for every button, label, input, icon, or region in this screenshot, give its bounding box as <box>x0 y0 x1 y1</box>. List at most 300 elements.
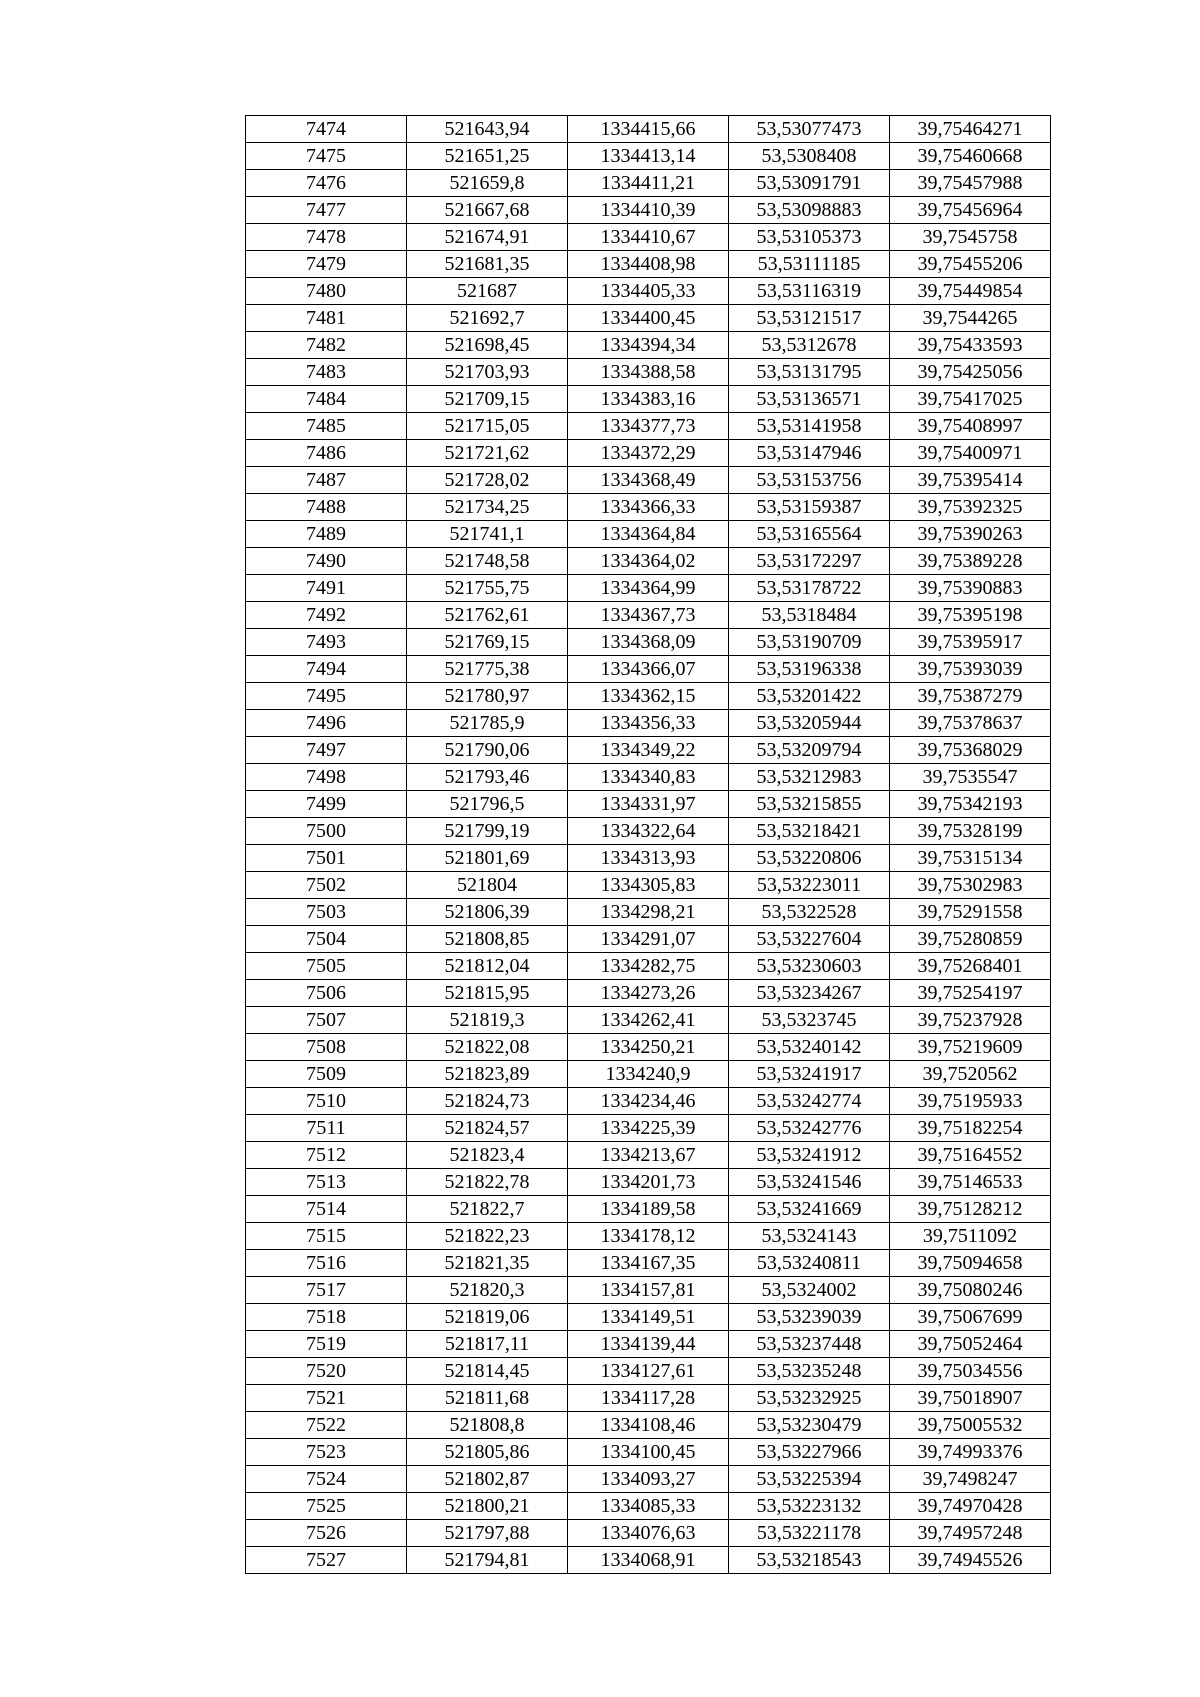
x-coordinate-cell: 521817,11 <box>407 1331 568 1358</box>
table-row <box>246 791 1051 818</box>
x-coordinate-cell: 521674,91 <box>407 224 568 251</box>
y-coordinate-cell: 1334356,33 <box>568 710 729 737</box>
point-number-cell: 7526 <box>246 1520 407 1547</box>
point-number-cell: 7498 <box>246 764 407 791</box>
longitude-cell: 39,7544265 <box>890 305 1051 332</box>
longitude-cell: 39,75052464 <box>890 1331 1051 1358</box>
x-coordinate-cell: 521715,05 <box>407 413 568 440</box>
table-row <box>246 143 1051 170</box>
latitude-cell: 53,53105373 <box>729 224 890 251</box>
table-row <box>246 1115 1051 1142</box>
point-number-cell: 7500 <box>246 818 407 845</box>
point-number-cell: 7492 <box>246 602 407 629</box>
table-row <box>246 926 1051 953</box>
point-number-cell: 7506 <box>246 980 407 1007</box>
y-coordinate-cell: 1334100,45 <box>568 1439 729 1466</box>
point-number-cell: 7504 <box>246 926 407 953</box>
longitude-cell: 39,75455206 <box>890 251 1051 278</box>
x-coordinate-cell: 521775,38 <box>407 656 568 683</box>
x-coordinate-cell: 521822,08 <box>407 1034 568 1061</box>
longitude-cell: 39,75280859 <box>890 926 1051 953</box>
x-coordinate-cell: 521822,23 <box>407 1223 568 1250</box>
y-coordinate-cell: 1334366,33 <box>568 494 729 521</box>
point-number-cell: 7486 <box>246 440 407 467</box>
latitude-cell: 53,53172297 <box>729 548 890 575</box>
longitude-cell: 39,75408997 <box>890 413 1051 440</box>
y-coordinate-cell: 1334411,21 <box>568 170 729 197</box>
point-number-cell: 7483 <box>246 359 407 386</box>
latitude-cell: 53,53178722 <box>729 575 890 602</box>
point-number-cell: 7477 <box>246 197 407 224</box>
table-row <box>246 251 1051 278</box>
y-coordinate-cell: 1334108,46 <box>568 1412 729 1439</box>
point-number-cell: 7474 <box>246 116 407 143</box>
y-coordinate-cell: 1334305,83 <box>568 872 729 899</box>
longitude-cell: 39,75164552 <box>890 1142 1051 1169</box>
latitude-cell: 53,53098883 <box>729 197 890 224</box>
x-coordinate-cell: 521687 <box>407 278 568 305</box>
latitude-cell: 53,53131795 <box>729 359 890 386</box>
point-number-cell: 7496 <box>246 710 407 737</box>
latitude-cell: 53,53209794 <box>729 737 890 764</box>
y-coordinate-cell: 1334117,28 <box>568 1385 729 1412</box>
table-row <box>246 1250 1051 1277</box>
longitude-cell: 39,75392325 <box>890 494 1051 521</box>
latitude-cell: 53,5308408 <box>729 143 890 170</box>
y-coordinate-cell: 1334410,67 <box>568 224 729 251</box>
longitude-cell: 39,7545758 <box>890 224 1051 251</box>
point-number-cell: 7479 <box>246 251 407 278</box>
table-row <box>246 521 1051 548</box>
latitude-cell: 53,53237448 <box>729 1331 890 1358</box>
x-coordinate-cell: 521823,4 <box>407 1142 568 1169</box>
longitude-cell: 39,75005532 <box>890 1412 1051 1439</box>
point-number-cell: 7493 <box>246 629 407 656</box>
x-coordinate-cell: 521802,87 <box>407 1466 568 1493</box>
table-row <box>246 764 1051 791</box>
longitude-cell: 39,75395198 <box>890 602 1051 629</box>
longitude-cell: 39,75146533 <box>890 1169 1051 1196</box>
y-coordinate-cell: 1334362,15 <box>568 683 729 710</box>
y-coordinate-cell: 1334394,34 <box>568 332 729 359</box>
longitude-cell: 39,74957248 <box>890 1520 1051 1547</box>
point-number-cell: 7503 <box>246 899 407 926</box>
y-coordinate-cell: 1334413,14 <box>568 143 729 170</box>
latitude-cell: 53,53091791 <box>729 170 890 197</box>
table-row <box>246 1034 1051 1061</box>
longitude-cell: 39,75460668 <box>890 143 1051 170</box>
table-row <box>246 413 1051 440</box>
x-coordinate-cell: 521728,02 <box>407 467 568 494</box>
y-coordinate-cell: 1334127,61 <box>568 1358 729 1385</box>
table-row <box>246 1412 1051 1439</box>
point-number-cell: 7495 <box>246 683 407 710</box>
y-coordinate-cell: 1334139,44 <box>568 1331 729 1358</box>
x-coordinate-cell: 521769,15 <box>407 629 568 656</box>
longitude-cell: 39,75195933 <box>890 1088 1051 1115</box>
table-row <box>246 224 1051 251</box>
point-number-cell: 7514 <box>246 1196 407 1223</box>
latitude-cell: 53,53215855 <box>729 791 890 818</box>
y-coordinate-cell: 1334415,66 <box>568 116 729 143</box>
y-coordinate-cell: 1334149,51 <box>568 1304 729 1331</box>
longitude-cell: 39,75268401 <box>890 953 1051 980</box>
x-coordinate-cell: 521822,78 <box>407 1169 568 1196</box>
longitude-cell: 39,75464271 <box>890 116 1051 143</box>
table-row <box>246 1466 1051 1493</box>
longitude-cell: 39,74970428 <box>890 1493 1051 1520</box>
y-coordinate-cell: 1334313,93 <box>568 845 729 872</box>
x-coordinate-cell: 521741,1 <box>407 521 568 548</box>
x-coordinate-cell: 521808,85 <box>407 926 568 953</box>
x-coordinate-cell: 521822,7 <box>407 1196 568 1223</box>
longitude-cell: 39,75128212 <box>890 1196 1051 1223</box>
latitude-cell: 53,53230479 <box>729 1412 890 1439</box>
longitude-cell: 39,75457988 <box>890 170 1051 197</box>
y-coordinate-cell: 1334340,83 <box>568 764 729 791</box>
latitude-cell: 53,53165564 <box>729 521 890 548</box>
x-coordinate-cell: 521797,88 <box>407 1520 568 1547</box>
y-coordinate-cell: 1334240,9 <box>568 1061 729 1088</box>
point-number-cell: 7501 <box>246 845 407 872</box>
latitude-cell: 53,53242774 <box>729 1088 890 1115</box>
y-coordinate-cell: 1334291,07 <box>568 926 729 953</box>
latitude-cell: 53,53147946 <box>729 440 890 467</box>
point-number-cell: 7497 <box>246 737 407 764</box>
y-coordinate-cell: 1334068,91 <box>568 1547 729 1574</box>
table-row <box>246 710 1051 737</box>
table-row <box>246 1331 1051 1358</box>
point-number-cell: 7525 <box>246 1493 407 1520</box>
x-coordinate-cell: 521692,7 <box>407 305 568 332</box>
latitude-cell: 53,53223011 <box>729 872 890 899</box>
latitude-cell: 53,53111185 <box>729 251 890 278</box>
x-coordinate-cell: 521815,95 <box>407 980 568 1007</box>
table-row <box>246 899 1051 926</box>
table-row <box>246 1061 1051 1088</box>
latitude-cell: 53,53141958 <box>729 413 890 440</box>
longitude-cell: 39,75368029 <box>890 737 1051 764</box>
latitude-cell: 53,53241912 <box>729 1142 890 1169</box>
x-coordinate-cell: 521820,3 <box>407 1277 568 1304</box>
x-coordinate-cell: 521801,69 <box>407 845 568 872</box>
table-row <box>246 737 1051 764</box>
x-coordinate-cell: 521796,5 <box>407 791 568 818</box>
longitude-cell: 39,75080246 <box>890 1277 1051 1304</box>
latitude-cell: 53,53218421 <box>729 818 890 845</box>
latitude-cell: 53,53221178 <box>729 1520 890 1547</box>
y-coordinate-cell: 1334368,49 <box>568 467 729 494</box>
table-row <box>246 602 1051 629</box>
latitude-cell: 53,5324002 <box>729 1277 890 1304</box>
point-number-cell: 7517 <box>246 1277 407 1304</box>
table-row <box>246 845 1051 872</box>
point-number-cell: 7523 <box>246 1439 407 1466</box>
table-row <box>246 494 1051 521</box>
latitude-cell: 53,5318484 <box>729 602 890 629</box>
longitude-cell: 39,74993376 <box>890 1439 1051 1466</box>
latitude-cell: 53,53232925 <box>729 1385 890 1412</box>
x-coordinate-cell: 521790,06 <box>407 737 568 764</box>
longitude-cell: 39,7535547 <box>890 764 1051 791</box>
y-coordinate-cell: 1334250,21 <box>568 1034 729 1061</box>
latitude-cell: 53,53159387 <box>729 494 890 521</box>
point-number-cell: 7502 <box>246 872 407 899</box>
y-coordinate-cell: 1334201,73 <box>568 1169 729 1196</box>
table-row <box>246 1196 1051 1223</box>
point-number-cell: 7491 <box>246 575 407 602</box>
longitude-cell: 39,75067699 <box>890 1304 1051 1331</box>
point-number-cell: 7519 <box>246 1331 407 1358</box>
point-number-cell: 7482 <box>246 332 407 359</box>
y-coordinate-cell: 1334322,64 <box>568 818 729 845</box>
y-coordinate-cell: 1334408,98 <box>568 251 729 278</box>
table-row <box>246 386 1051 413</box>
x-coordinate-cell: 521821,35 <box>407 1250 568 1277</box>
y-coordinate-cell: 1334331,97 <box>568 791 729 818</box>
point-number-cell: 7480 <box>246 278 407 305</box>
y-coordinate-cell: 1334085,33 <box>568 1493 729 1520</box>
y-coordinate-cell: 1334364,99 <box>568 575 729 602</box>
x-coordinate-cell: 521824,73 <box>407 1088 568 1115</box>
longitude-cell: 39,7520562 <box>890 1061 1051 1088</box>
point-number-cell: 7481 <box>246 305 407 332</box>
point-number-cell: 7499 <box>246 791 407 818</box>
x-coordinate-cell: 521659,8 <box>407 170 568 197</box>
point-number-cell: 7527 <box>246 1547 407 1574</box>
point-number-cell: 7518 <box>246 1304 407 1331</box>
y-coordinate-cell: 1334349,22 <box>568 737 729 764</box>
x-coordinate-cell: 521808,8 <box>407 1412 568 1439</box>
longitude-cell: 39,75433593 <box>890 332 1051 359</box>
y-coordinate-cell: 1334076,63 <box>568 1520 729 1547</box>
point-number-cell: 7489 <box>246 521 407 548</box>
table-row <box>246 575 1051 602</box>
y-coordinate-cell: 1334157,81 <box>568 1277 729 1304</box>
latitude-cell: 53,53190709 <box>729 629 890 656</box>
x-coordinate-cell: 521804 <box>407 872 568 899</box>
y-coordinate-cell: 1334298,21 <box>568 899 729 926</box>
latitude-cell: 53,53136571 <box>729 386 890 413</box>
latitude-cell: 53,53241546 <box>729 1169 890 1196</box>
table-row <box>246 116 1051 143</box>
longitude-cell: 39,75425056 <box>890 359 1051 386</box>
table-row <box>246 953 1051 980</box>
x-coordinate-cell: 521780,97 <box>407 683 568 710</box>
point-number-cell: 7488 <box>246 494 407 521</box>
latitude-cell: 53,5323745 <box>729 1007 890 1034</box>
longitude-cell: 39,75390263 <box>890 521 1051 548</box>
latitude-cell: 53,53240811 <box>729 1250 890 1277</box>
table-row <box>246 1088 1051 1115</box>
x-coordinate-cell: 521734,25 <box>407 494 568 521</box>
x-coordinate-cell: 521819,06 <box>407 1304 568 1331</box>
longitude-cell: 39,7511092 <box>890 1223 1051 1250</box>
table-row <box>246 818 1051 845</box>
y-coordinate-cell: 1334364,84 <box>568 521 729 548</box>
table-row <box>246 1520 1051 1547</box>
y-coordinate-cell: 1334367,73 <box>568 602 729 629</box>
point-number-cell: 7508 <box>246 1034 407 1061</box>
point-number-cell: 7521 <box>246 1385 407 1412</box>
longitude-cell: 39,75018907 <box>890 1385 1051 1412</box>
table-row <box>246 1304 1051 1331</box>
table-row <box>246 683 1051 710</box>
point-number-cell: 7490 <box>246 548 407 575</box>
y-coordinate-cell: 1334225,39 <box>568 1115 729 1142</box>
table-row <box>246 305 1051 332</box>
x-coordinate-cell: 521762,61 <box>407 602 568 629</box>
x-coordinate-cell: 521823,89 <box>407 1061 568 1088</box>
x-coordinate-cell: 521785,9 <box>407 710 568 737</box>
longitude-cell: 39,75417025 <box>890 386 1051 413</box>
longitude-cell: 39,74945526 <box>890 1547 1051 1574</box>
latitude-cell: 53,53227604 <box>729 926 890 953</box>
x-coordinate-cell: 521814,45 <box>407 1358 568 1385</box>
latitude-cell: 53,53242776 <box>729 1115 890 1142</box>
longitude-cell: 39,75237928 <box>890 1007 1051 1034</box>
point-number-cell: 7511 <box>246 1115 407 1142</box>
latitude-cell: 53,5324143 <box>729 1223 890 1250</box>
y-coordinate-cell: 1334405,33 <box>568 278 729 305</box>
y-coordinate-cell: 1334383,16 <box>568 386 729 413</box>
point-number-cell: 7478 <box>246 224 407 251</box>
latitude-cell: 53,53077473 <box>729 116 890 143</box>
longitude-cell: 39,75219609 <box>890 1034 1051 1061</box>
x-coordinate-cell: 521755,75 <box>407 575 568 602</box>
table-row <box>246 1169 1051 1196</box>
x-coordinate-cell: 521799,19 <box>407 818 568 845</box>
x-coordinate-cell: 521643,94 <box>407 116 568 143</box>
x-coordinate-cell: 521667,68 <box>407 197 568 224</box>
longitude-cell: 39,75456964 <box>890 197 1051 224</box>
latitude-cell: 53,53220806 <box>729 845 890 872</box>
table-row <box>246 1223 1051 1250</box>
x-coordinate-cell: 521709,15 <box>407 386 568 413</box>
table-row <box>246 170 1051 197</box>
x-coordinate-cell: 521698,45 <box>407 332 568 359</box>
longitude-cell: 39,75400971 <box>890 440 1051 467</box>
point-number-cell: 7512 <box>246 1142 407 1169</box>
longitude-cell: 39,75390883 <box>890 575 1051 602</box>
y-coordinate-cell: 1334178,12 <box>568 1223 729 1250</box>
latitude-cell: 53,53153756 <box>729 467 890 494</box>
table-row <box>246 548 1051 575</box>
latitude-cell: 53,53240142 <box>729 1034 890 1061</box>
y-coordinate-cell: 1334410,39 <box>568 197 729 224</box>
y-coordinate-cell: 1334388,58 <box>568 359 729 386</box>
point-number-cell: 7513 <box>246 1169 407 1196</box>
latitude-cell: 53,53201422 <box>729 683 890 710</box>
y-coordinate-cell: 1334400,45 <box>568 305 729 332</box>
x-coordinate-cell: 521651,25 <box>407 143 568 170</box>
latitude-cell: 53,53227966 <box>729 1439 890 1466</box>
table-row <box>246 1547 1051 1574</box>
longitude-cell: 39,75302983 <box>890 872 1051 899</box>
coordinates-table-body <box>246 116 1051 1574</box>
latitude-cell: 53,53235248 <box>729 1358 890 1385</box>
latitude-cell: 53,53212983 <box>729 764 890 791</box>
table-row <box>246 1358 1051 1385</box>
y-coordinate-cell: 1334273,26 <box>568 980 729 1007</box>
longitude-cell: 39,75182254 <box>890 1115 1051 1142</box>
point-number-cell: 7505 <box>246 953 407 980</box>
table-row <box>246 980 1051 1007</box>
y-coordinate-cell: 1334282,75 <box>568 953 729 980</box>
latitude-cell: 53,53196338 <box>729 656 890 683</box>
latitude-cell: 53,5312678 <box>729 332 890 359</box>
table-row <box>246 1439 1051 1466</box>
table-row <box>246 1385 1051 1412</box>
longitude-cell: 39,75395917 <box>890 629 1051 656</box>
x-coordinate-cell: 521748,58 <box>407 548 568 575</box>
table-row <box>246 1007 1051 1034</box>
latitude-cell: 53,53230603 <box>729 953 890 980</box>
x-coordinate-cell: 521703,93 <box>407 359 568 386</box>
longitude-cell: 39,75342193 <box>890 791 1051 818</box>
point-number-cell: 7475 <box>246 143 407 170</box>
x-coordinate-cell: 521812,04 <box>407 953 568 980</box>
longitude-cell: 39,75034556 <box>890 1358 1051 1385</box>
latitude-cell: 53,53241917 <box>729 1061 890 1088</box>
x-coordinate-cell: 521794,81 <box>407 1547 568 1574</box>
y-coordinate-cell: 1334368,09 <box>568 629 729 656</box>
table-row <box>246 332 1051 359</box>
table-row <box>246 1277 1051 1304</box>
x-coordinate-cell: 521793,46 <box>407 764 568 791</box>
latitude-cell: 53,53234267 <box>729 980 890 1007</box>
x-coordinate-cell: 521800,21 <box>407 1493 568 1520</box>
point-number-cell: 7510 <box>246 1088 407 1115</box>
longitude-cell: 39,75291558 <box>890 899 1051 926</box>
latitude-cell: 53,53241669 <box>729 1196 890 1223</box>
point-number-cell: 7524 <box>246 1466 407 1493</box>
y-coordinate-cell: 1334234,46 <box>568 1088 729 1115</box>
table-row <box>246 656 1051 683</box>
y-coordinate-cell: 1334372,29 <box>568 440 729 467</box>
point-number-cell: 7516 <box>246 1250 407 1277</box>
point-number-cell: 7476 <box>246 170 407 197</box>
y-coordinate-cell: 1334364,02 <box>568 548 729 575</box>
latitude-cell: 53,53239039 <box>729 1304 890 1331</box>
y-coordinate-cell: 1334189,58 <box>568 1196 729 1223</box>
longitude-cell: 39,75389228 <box>890 548 1051 575</box>
point-number-cell: 7509 <box>246 1061 407 1088</box>
longitude-cell: 39,75254197 <box>890 980 1051 1007</box>
table-row <box>246 278 1051 305</box>
y-coordinate-cell: 1334366,07 <box>568 656 729 683</box>
longitude-cell: 39,75315134 <box>890 845 1051 872</box>
y-coordinate-cell: 1334262,41 <box>568 1007 729 1034</box>
point-number-cell: 7485 <box>246 413 407 440</box>
table-row <box>246 440 1051 467</box>
x-coordinate-cell: 521721,62 <box>407 440 568 467</box>
y-coordinate-cell: 1334213,67 <box>568 1142 729 1169</box>
point-number-cell: 7522 <box>246 1412 407 1439</box>
table-row <box>246 359 1051 386</box>
table-row <box>246 629 1051 656</box>
table-row <box>246 1142 1051 1169</box>
longitude-cell: 39,75449854 <box>890 278 1051 305</box>
point-number-cell: 7507 <box>246 1007 407 1034</box>
x-coordinate-cell: 521824,57 <box>407 1115 568 1142</box>
point-number-cell: 7487 <box>246 467 407 494</box>
longitude-cell: 39,75395414 <box>890 467 1051 494</box>
y-coordinate-cell: 1334167,35 <box>568 1250 729 1277</box>
y-coordinate-cell: 1334377,73 <box>568 413 729 440</box>
table-row <box>246 467 1051 494</box>
latitude-cell: 53,53218543 <box>729 1547 890 1574</box>
